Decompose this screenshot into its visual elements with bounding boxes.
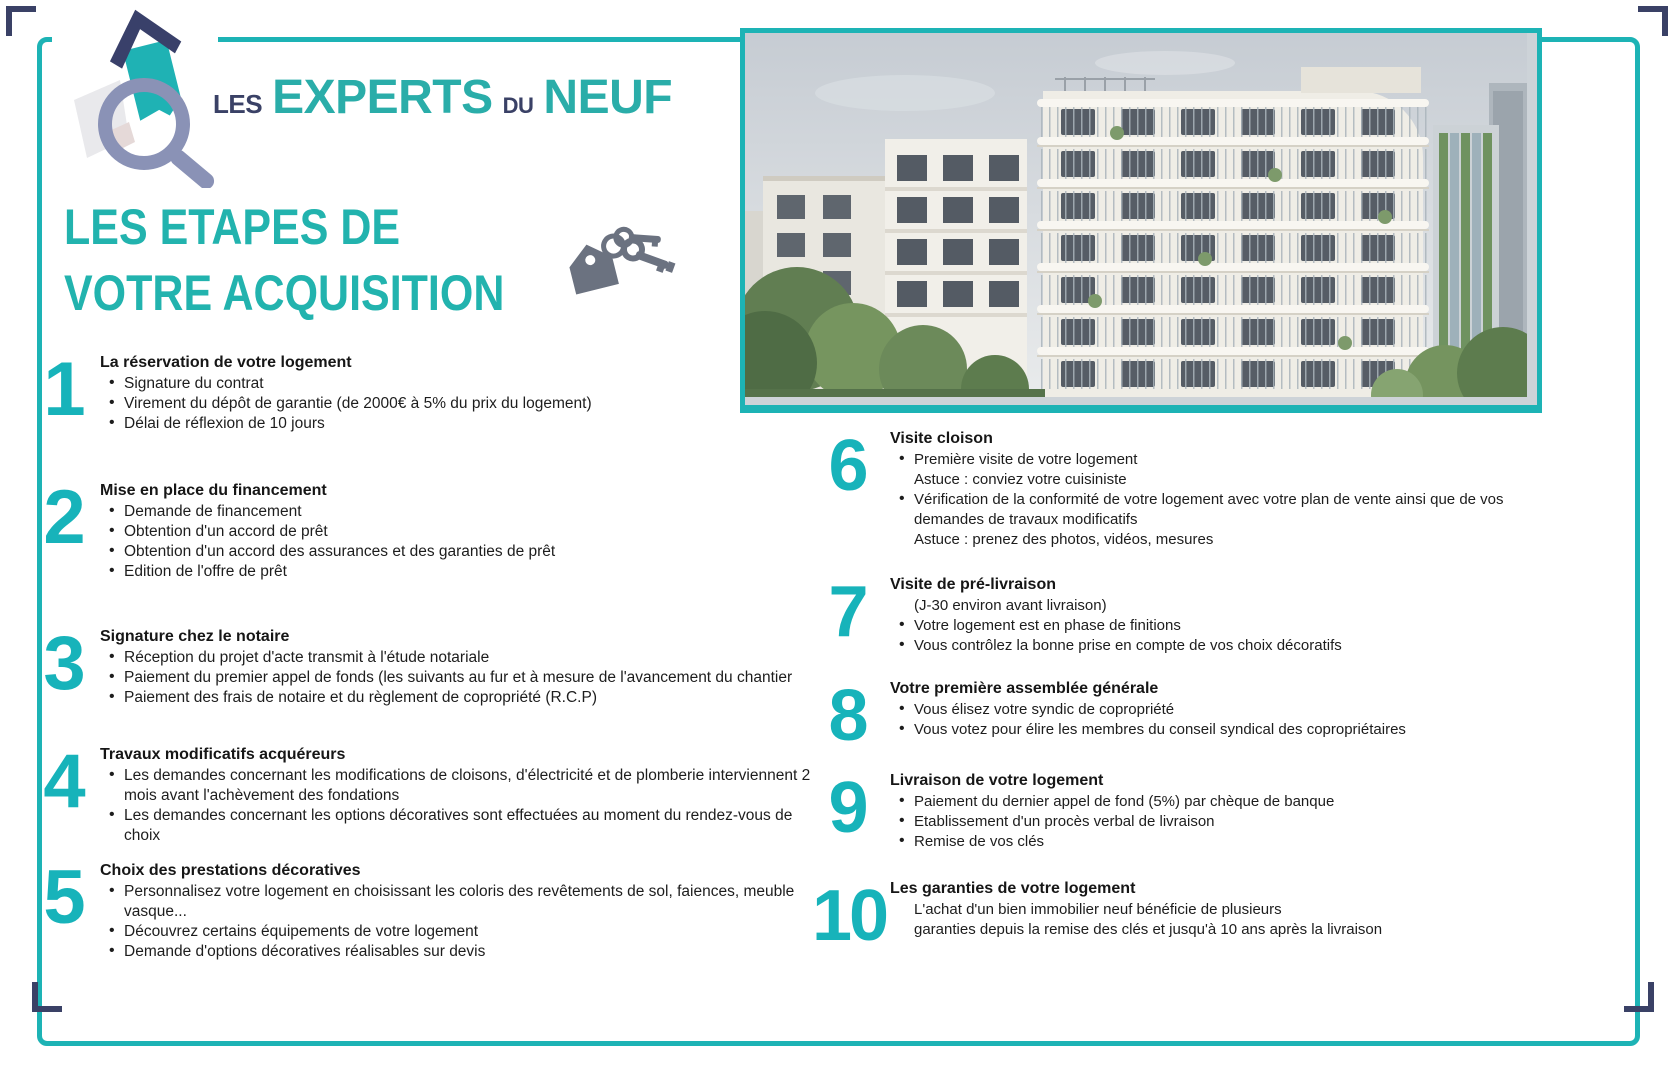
brand-wordmark [213, 70, 672, 140]
step-number: 10 [812, 876, 887, 956]
step-bullet-item: • Remise de vos clés [890, 832, 1538, 852]
step-note-item: Astuce : prenez des photos, vidéos, mesures [914, 531, 1214, 548]
step-content [890, 574, 1538, 656]
step-title: Votre première assemblée générale [890, 680, 1159, 697]
step-title: La réservation de votre logement [100, 354, 352, 371]
brand-word-les: LES [213, 89, 263, 119]
step-8 [812, 676, 1538, 756]
step-5 [34, 855, 826, 962]
step-bullet-item: • Demande d'options décoratives réalisables sur devis [100, 942, 826, 962]
step-bullet-item: • Votre logement est en phase de finitions [890, 616, 1538, 636]
step-bullet-item: • Virement du dépôt de garantie (de 2000€ à 5% du prix du logement) [100, 394, 826, 414]
step-bullet-item: • Paiement du dernier appel de fond (5%) par chèque de banque [890, 792, 1538, 812]
step-note-item: Astuce : conviez votre cuisiniste [914, 471, 1127, 488]
step-number: 2 [43, 475, 83, 560]
step-content [890, 428, 1538, 550]
house-magnifier-icon [52, 0, 218, 188]
step-bullet-item: • Découvrez certains équipements de votre logement [100, 922, 826, 942]
step-title: Livraison de votre logement [890, 772, 1104, 789]
step-bullet-item: • Obtention d'un accord des assurances et des garanties de prêt [100, 542, 826, 562]
building-photo [740, 28, 1542, 413]
step-content [100, 860, 826, 962]
step-content [890, 678, 1538, 740]
step-number: 8 [828, 676, 866, 756]
step-number: 4 [43, 739, 83, 824]
step-content [100, 626, 826, 708]
corner-bracket-bottom-left [32, 982, 62, 1012]
step-bullet-item: • Vous élisez votre syndic de copropriété [890, 700, 1538, 720]
step-bullet-item: • Première visite de votre logement [890, 450, 1538, 470]
step-content [100, 352, 826, 434]
step-number: 3 [43, 621, 83, 706]
step-title: Les garanties de votre logement [890, 880, 1136, 897]
brand-word-neuf: NEUF [543, 71, 673, 124]
step-bullet-item: • Vérification de la conformité de votre logement avec votre plan de vente ainsi que de vos demandes de travaux modificatifs [890, 490, 1538, 530]
step-title: Signature chez le notaire [100, 628, 290, 645]
step-number: 7 [828, 572, 866, 652]
page-title-line1: LES ETAPES DE [64, 199, 401, 255]
step-1 [34, 347, 826, 434]
page-title-line2: VOTRE ACQUISITION [64, 265, 505, 321]
step-title: Visite cloison [890, 430, 993, 447]
step-content [890, 770, 1538, 852]
step-bullet-item: • Délai de réflexion de 10 jours [100, 414, 826, 434]
step-7 [812, 574, 1538, 656]
step-9 [812, 770, 1538, 852]
step-number: 9 [828, 768, 866, 848]
step-bullet-item: • Signature du contrat [100, 374, 826, 394]
brand-word-du: DU [502, 93, 534, 118]
corner-bracket-top-left [6, 6, 36, 36]
brand-word-experts: EXPERTS [272, 71, 493, 124]
step-6 [812, 428, 1538, 550]
step-number: 6 [828, 426, 866, 506]
page-title [64, 194, 576, 326]
step-number: 1 [43, 347, 83, 432]
step-3 [34, 621, 826, 708]
step-note-item: garanties depuis la remise des clés et jusqu'à 10 ans après la livraison [914, 921, 1383, 938]
house-keys-icon [556, 218, 676, 310]
step-bullet-item: • Vous votez pour élire les membres du conseil syndical des copropriétaires [890, 720, 1538, 740]
step-content [100, 744, 826, 846]
step-content [100, 480, 826, 582]
step-bullet-item: • Obtention d'un accord de prêt [100, 522, 826, 542]
step-10 [812, 876, 1538, 956]
step-note-item: L'achat d'un bien immobilier neuf bénéficie de plusieurs [914, 901, 1282, 918]
step-content [890, 878, 1538, 940]
corner-bracket-bottom-right [1624, 982, 1654, 1012]
step-bullet-item: • Réception du projet d'acte transmit à l'étude notariale [100, 648, 826, 668]
step-title: Mise en place du financement [100, 482, 327, 499]
step-number: 5 [43, 855, 83, 940]
step-title: Travaux modificatifs acquéreurs [100, 746, 346, 763]
step-bullet-item: • Les demandes concernant les options décoratives sont effectuées au moment du rendez-vous de choix [100, 806, 826, 846]
step-bullet-item: • Paiement des frais de notaire et du règlement de copropriété (R.C.P) [100, 688, 826, 708]
step-bullet-item: • Vous contrôlez la bonne prise en compte de vos choix décoratifs [890, 636, 1538, 656]
step-bullet-item: • Paiement du premier appel de fonds (les suivants au fur et à mesure de l'avancement du chantier [100, 668, 826, 688]
step-2 [34, 475, 826, 582]
corner-bracket-top-right [1638, 6, 1668, 36]
step-title: Choix des prestations décoratives [100, 862, 361, 879]
step-bullet-item: • Etablissement d'un procès verbal de livraison [890, 812, 1538, 832]
step-bullet-item: • Personnalisez votre logement en choisissant les coloris des revêtements de sol, faiences, meuble vasque... [100, 882, 826, 922]
step-bullet-item: • Les demandes concernant les modifications de cloisons, d'électricité et de plomberie interviennent 2 mois avant l'achèvement des fondations [100, 766, 826, 806]
step-bullet-item: • Demande de financement [100, 502, 826, 522]
step-note-item: (J-30 environ avant livraison) [914, 597, 1107, 614]
step-bullet-item: • Edition de l'offre de prêt [100, 562, 826, 582]
step-title: Visite de pré-livraison [890, 576, 1056, 593]
step-4 [34, 739, 826, 846]
